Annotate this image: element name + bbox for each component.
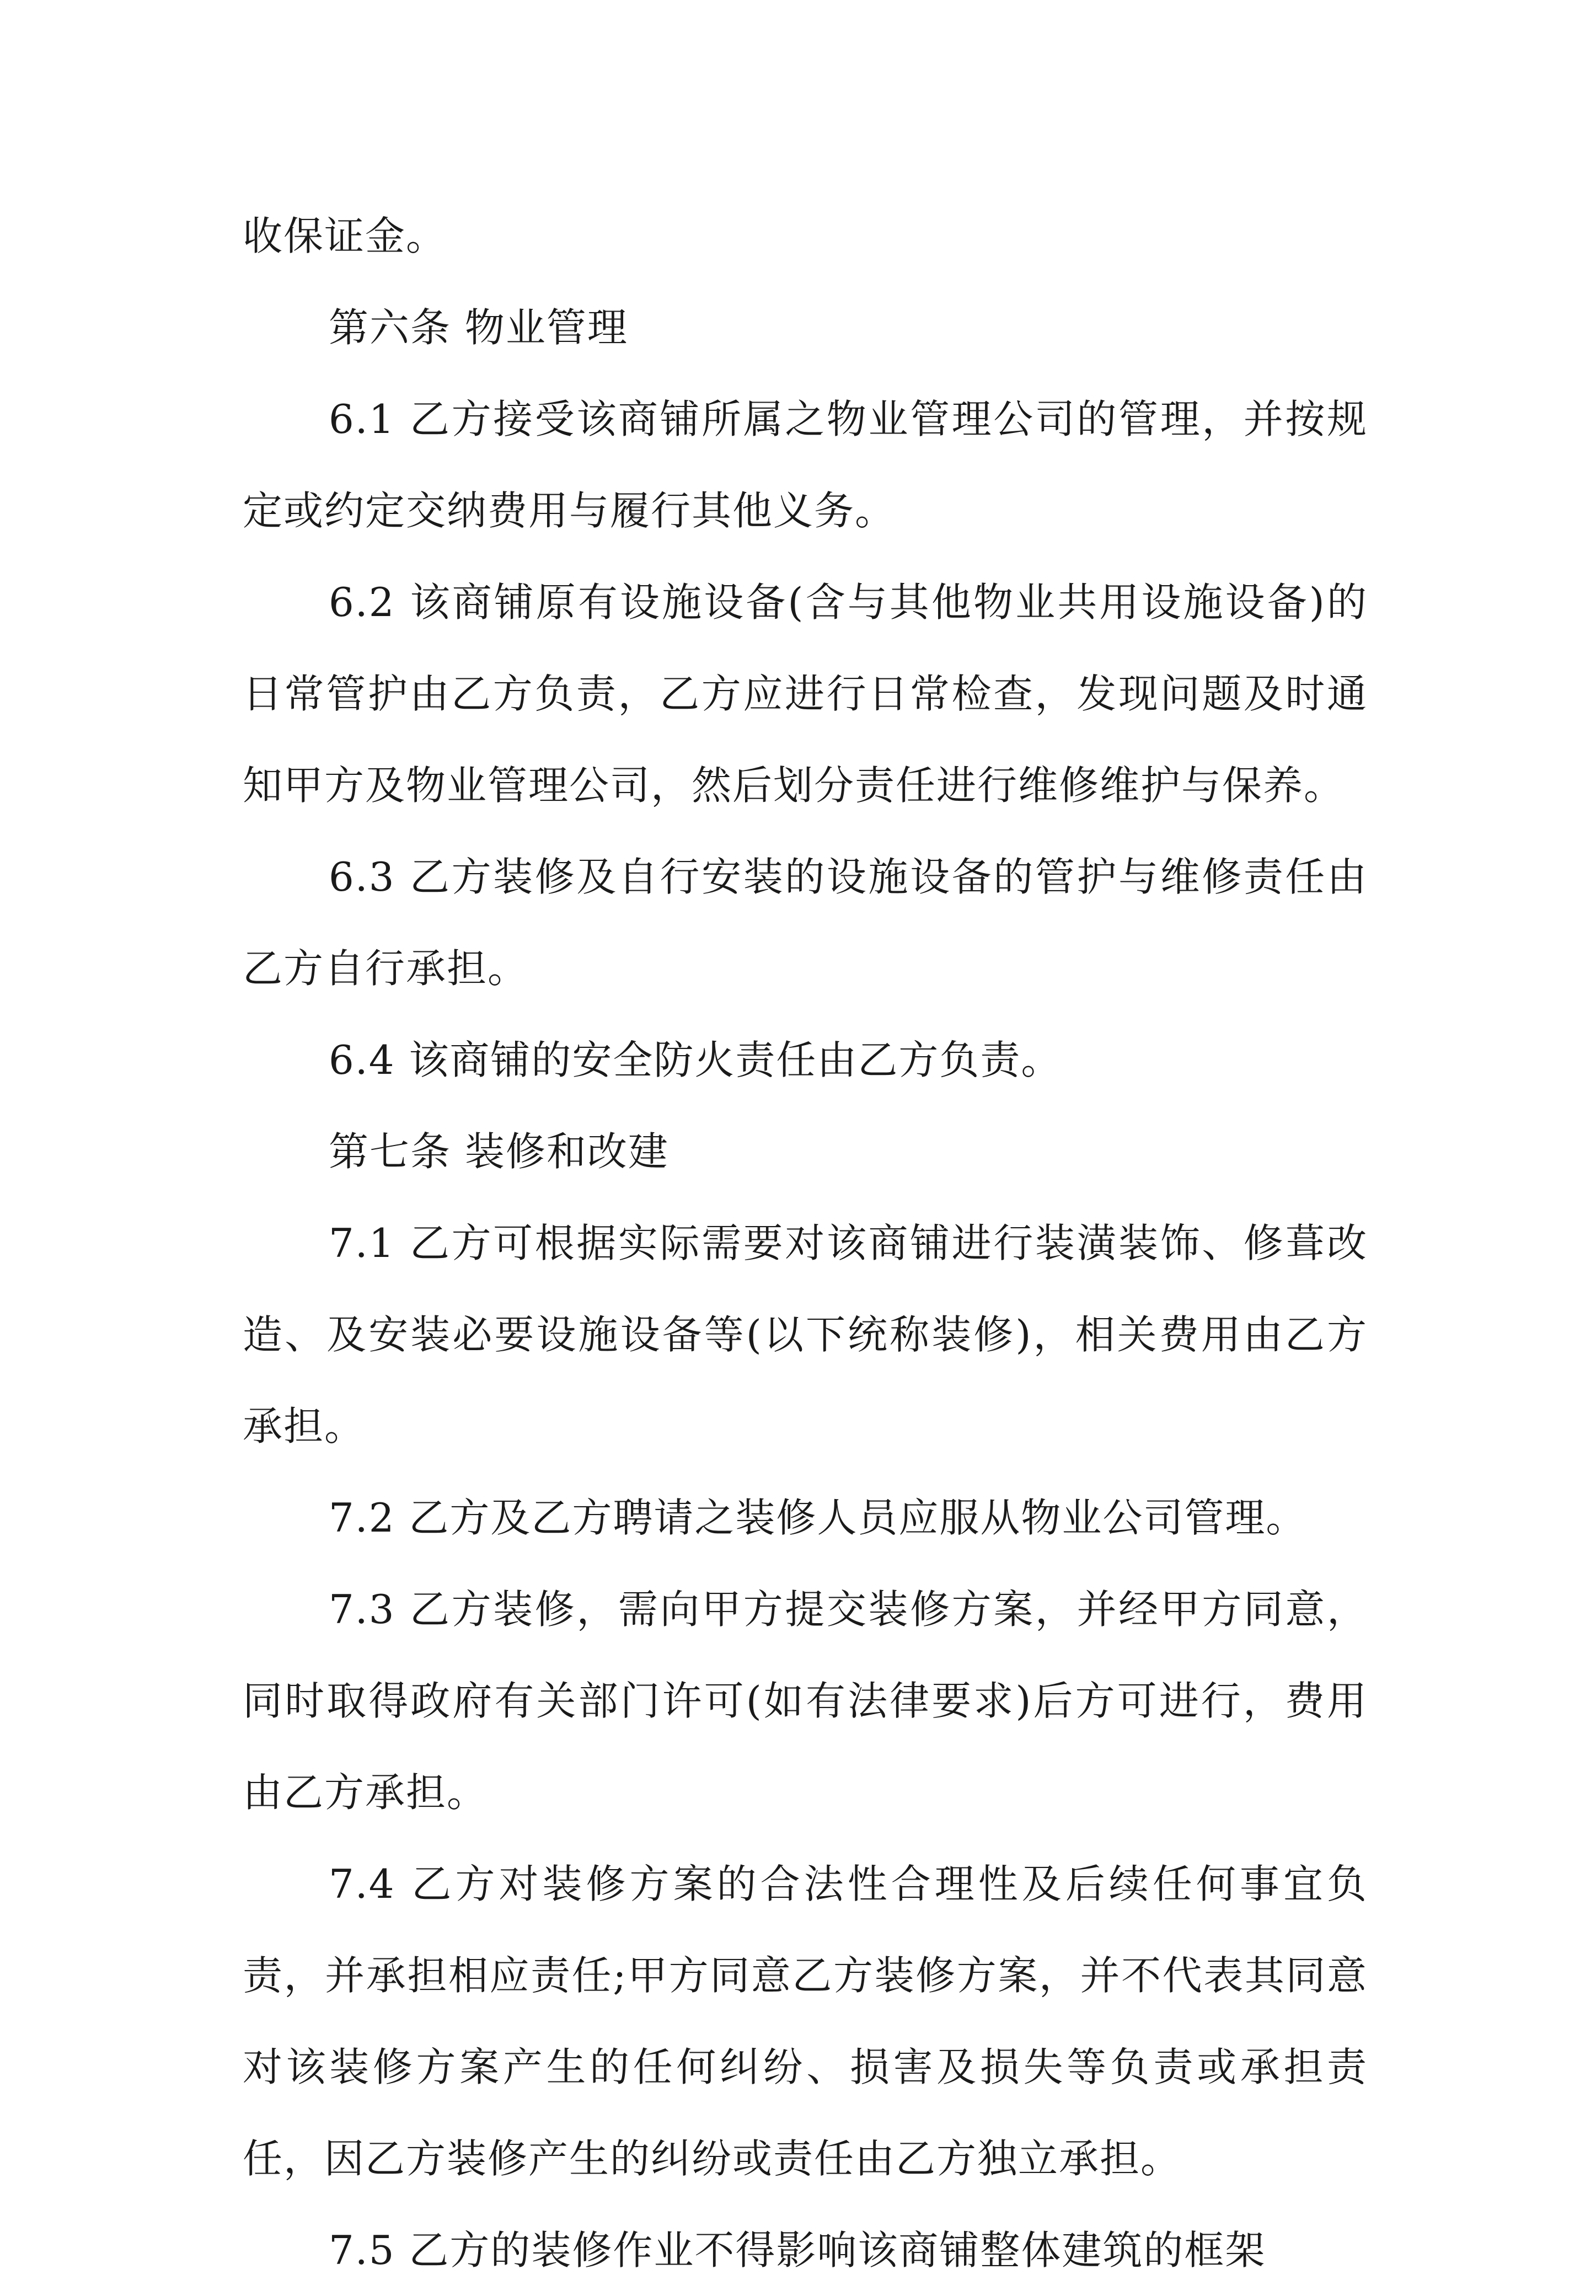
clause-6-3: 6.3 乙方装修及自行安装的设施设备的管护与维修责任由乙方自行承担。 <box>243 854 1368 992</box>
paragraph-continuation: 收保证金。 <box>243 213 447 259</box>
clause-7-4: 7.4 乙方对装修方案的合法性合理性及后续任何事宜负责，并承担相应责任;甲方同意乙方装修方案，并不代表其同意对该装修方案产生的任何纠纷、损害及损失等负责或承担责任，因乙方装修产生的纠纷或责任由乙方独立承担。 <box>243 1861 1368 2182</box>
clause-7-1: 7.1 乙方可根据实际需要对该商铺进行装潢装饰、修葺改造、及安装必要设施设备等(以下统称装修)，相关费用由乙方承担。 <box>243 1220 1368 1449</box>
article-6-heading: 第六条 物业管理 <box>329 304 628 351</box>
clause-7-5: 7.5 乙方的装修作业不得影响该商铺整体建筑的框架 <box>329 2227 1266 2273</box>
clause-7-3: 7.3 乙方装修，需向甲方提交装修方案，并经甲方同意，同时取得政府有关部门许可(如有法律要求)后方可进行，费用由乙方承担。 <box>243 1586 1368 1816</box>
clause-6-4: 6.4 该商铺的安全防火责任由乙方负责。 <box>329 1037 1062 1083</box>
clause-6-2: 6.2 该商铺原有设施设备(含与其他物业共用设施设备)的日常管护由乙方负责，乙方应进行日常检查，发现问题及时通知甲方及物业管理公司，然后划分责任进行维修维护与保养。 <box>243 579 1368 809</box>
clause-7-2: 7.2 乙方及乙方聘请之装修人员应服从物业公司管理。 <box>329 1495 1307 1541</box>
article-7-heading: 第七条 装修和改建 <box>329 1128 669 1175</box>
clause-6-1: 6.1 乙方接受该商铺所属之物业管理公司的管理，并按规定或约定交纳费用与履行其他义务。 <box>243 396 1368 534</box>
document-page <box>243 190 1368 2296</box>
